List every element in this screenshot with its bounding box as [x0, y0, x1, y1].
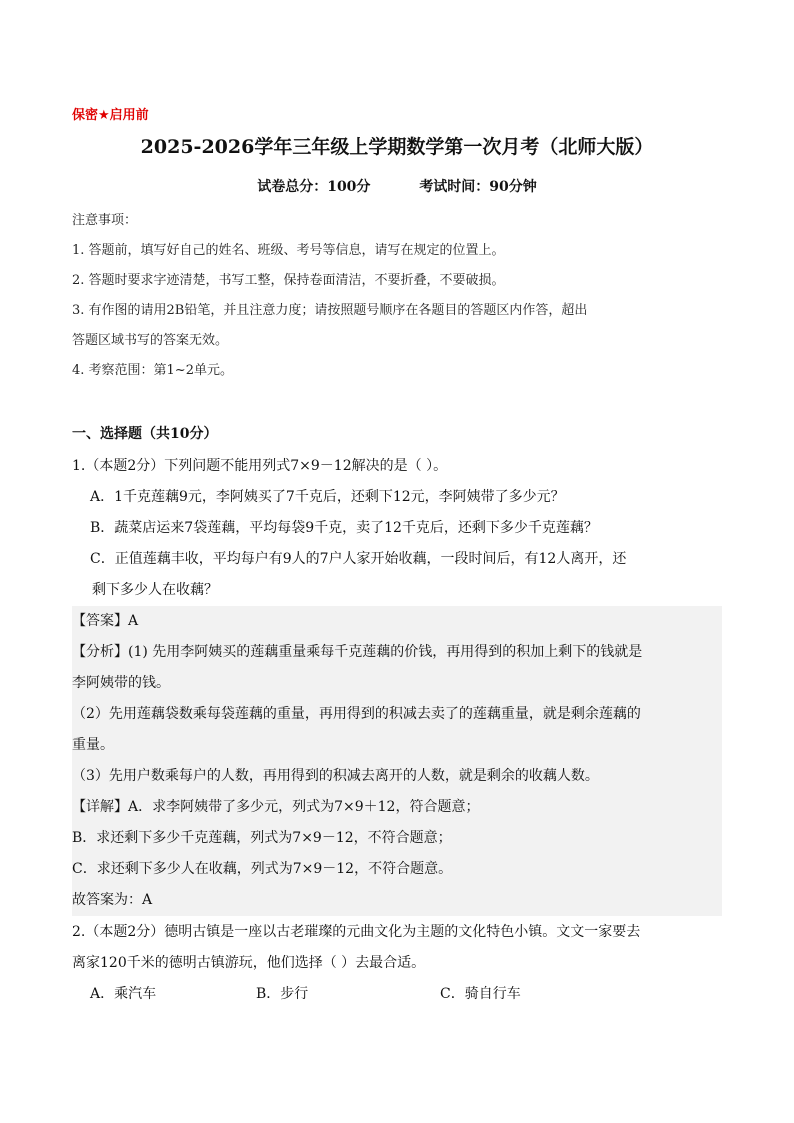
q2-option-b: B．步行	[256, 986, 309, 1002]
exam-meta	[0, 176, 794, 196]
q1-analysis: 【分析】(1) 先用李阿姨买的莲藕重量乘每千克莲藕的价钱，再用得到的积加上剩下的钱就是	[72, 644, 643, 660]
q1-detail: 【详解】A．求李阿姨带了多少元，列式为7×9＋12，符合题意；	[72, 799, 480, 815]
q2-stem: 2.（本题2分）德明古镇是一座以古老璀璨的元曲文化为主题的文化特色小镇。文文一家要去	[72, 924, 641, 940]
q2-options	[72, 979, 722, 1010]
q1-analysis: （2）先用莲藕袋数乘每袋莲藕的重量，再用得到的积减去卖了的莲藕重量，就是剩余莲藕的	[72, 706, 641, 722]
q1-answer: 【答案】A	[72, 613, 139, 629]
q1-conclusion: 故答案为：A	[72, 892, 153, 908]
q2-stem-cont: 离家120千米的德明古镇游玩，他们选择（ ）去最合适。	[72, 955, 426, 971]
question-2	[72, 917, 722, 1010]
q1-option-b: B．蔬菜店运来7袋莲藕，平均每袋9千克，卖了12千克后，还剩下多少千克莲藕？	[90, 520, 598, 536]
q1-option-c-cont: 剩下多少人在收藕？	[92, 582, 218, 598]
note-item: 答题区域书写的答案无效。	[72, 333, 229, 348]
note-item: 3. 有作图的请用2B铅笔，并且注意力度；请按照题号顺序在各题目的答题区内作答，超出	[72, 303, 588, 318]
q1-analysis: 重量。	[72, 737, 114, 753]
notes	[72, 206, 722, 386]
notes-heading: 注意事项：	[72, 213, 138, 228]
q1-stem: 1.（本题2分）下列问题不能用列式7×9－12解决的是（ ）。	[72, 458, 448, 474]
note-item: 1. 答题前，填写好自己的姓名、班级、考号等信息，请写在规定的位置上。	[72, 243, 505, 258]
note-item: 4. 考察范围：第1~2单元。	[72, 363, 233, 378]
q1-detail: C．求还剩下多少人在收藕，列式为7×9－12，不符合题意。	[72, 861, 453, 877]
q1-detail: B．求还剩下多少千克莲藕，列式为7×9－12，不符合题意；	[72, 830, 452, 846]
confidential-label: 保密★启用前	[72, 108, 149, 123]
exam-title: 2025-2026学年三年级上学期数学第一次月考（北师大版）	[140, 136, 654, 158]
note-item: 2. 答题时要求字迹清楚，书写工整，保持卷面清洁，不要折叠，不要破损。	[72, 273, 505, 288]
total-score: 试卷总分：100分	[257, 179, 371, 195]
q1-analysis: （3）先用户数乘每户的人数，再用得到的积减去离开的人数，就是剩余的收藕人数。	[72, 768, 599, 784]
q1-option-c: C．正值莲藕丰收，平均每户有9人的7户人家开始收藕，一段时间后，有12人离开，还	[90, 551, 627, 567]
q2-option-c: C．骑自行车	[440, 986, 521, 1002]
answer-block	[72, 606, 722, 916]
exam-time: 考试时间：90分钟	[419, 179, 537, 195]
q2-option-a: A．乘汽车	[90, 986, 157, 1002]
q1-analysis: 李阿姨带的钱。	[72, 675, 170, 691]
section-title: 一、选择题（共10分）	[72, 426, 218, 442]
q1-option-a: A．1千克莲藕9元，李阿姨买了7千克后，还剩下12元，李阿姨带了多少元？	[90, 489, 565, 505]
question-1	[72, 451, 722, 606]
